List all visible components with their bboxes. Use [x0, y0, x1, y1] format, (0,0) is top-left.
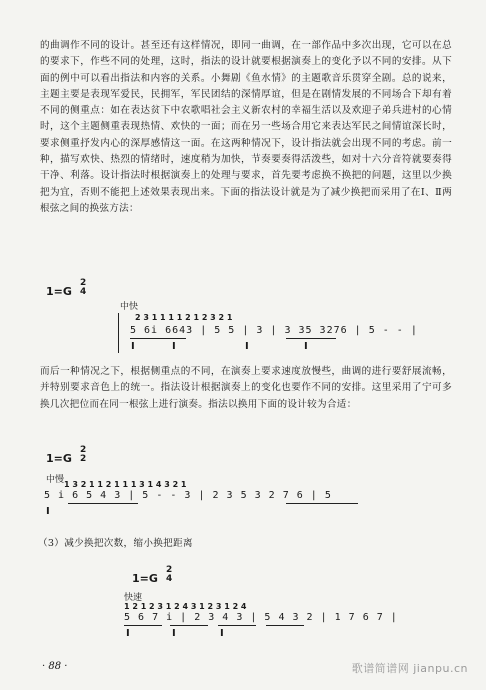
body-paragraph-1: 的曲调作不同的设计。甚至还有这样情况，即同一曲调，在一部作品中多次出现，它可以在总的要求下，作些不同的处理，这时，指法的设计就要根据演奏上的变化予以不同的安排。从下面的例中可以看出指法和内容的关系。小舞剧《鱼水情》的主题歌音乐贯穿全剧。总的说来，主题主要是表现军爱民，民拥军，军民团结的深情厚谊，但是在剧情发展的不同场合下却有着不同的侧重点：如在表达贫下中农歌唱社会主义新农村的幸福生活以及欢迎子弟兵进村的心情时，这个主题侧重表现热情、欢快的一面；而在另一些场合用它来表达军民之间情谊深长时，要求侧重抒发内心的深厚感情这一面。在这两种情况下，设计指法就会出现不同的考虑。前一种，描写欢快、热烈的情绪时，速度稍为加快，节奏要奏得活泼些，如对十六分音符就要奏得干净、利落。设计指法时根据演奏上的处理与要求，首先要考虑换不换把的问题，这里以少换把为宜，否则不能把上述效果表现出来。下面的指法设计就是为了减少换把而采用了在Ⅰ、Ⅱ两根弦之间的换弦方法： — [40, 40, 452, 214]
fingering-row: 1 3 2 1 1 2 1 1 1 3 1 4 3 2 1 — [64, 480, 187, 489]
string-mark: I — [131, 341, 135, 352]
notes-row: 5 6i 6643 | 5 5 | 3 | 3 35 3276 | 5 - - | — [130, 325, 418, 336]
score-example-2 — [40, 445, 452, 522]
underline — [286, 338, 336, 339]
notes-row: 5 6 7 i | 2 3 4 3 | 5 4 3 2 | 1 7 6 7 | — [124, 612, 398, 623]
string-mark: I — [245, 341, 249, 352]
string-mark: I — [172, 628, 176, 639]
score-example-1 — [40, 278, 452, 360]
time-signature: 2 2 — [80, 445, 87, 464]
score-example-3 — [40, 565, 452, 642]
tempo-marking: 快速 — [124, 593, 143, 603]
string-mark: I — [46, 506, 50, 517]
string-mark: I — [172, 341, 176, 352]
string-mark: I — [220, 628, 224, 639]
fingering-row: 1 2 1 2 3 1 2 4 3 1 2 3 1 2 4 — [124, 602, 247, 611]
underline — [130, 338, 186, 339]
underline — [266, 625, 304, 626]
key-signature: 1=G — [46, 285, 72, 298]
tempo-marking: 中快 — [120, 302, 139, 312]
tempo-marking: 中慢 — [46, 475, 65, 485]
key-signature: 1=G — [46, 452, 72, 465]
string-mark: I — [304, 341, 308, 352]
underline — [286, 503, 358, 504]
body-paragraph-2: 而后一种情况之下，根据侧重点的不同，在演奏上要求速度放慢些，曲调的进行要舒展流畅，并特别要求音色上的统一。指法设计根据演奏上的变化也要作不同的安排。这里采用了宁可多换几次把位而在同一根弦上进行演奏。指法以换用下面的设计较为合适： — [40, 366, 452, 410]
underline — [68, 503, 138, 504]
barline — [118, 313, 119, 353]
string-mark: I — [126, 628, 130, 639]
underline — [124, 625, 162, 626]
key-signature: 1=G — [132, 572, 158, 585]
underline — [218, 625, 256, 626]
page-number: · 88 · — [42, 661, 68, 672]
site-watermark: 歌谱简谱网 jianpu.cn — [351, 662, 468, 675]
notes-row: 5 i 6 5 4 3 | 5 - - 3 | 2 3 5 3 2 7 6 | 5 — [44, 490, 332, 501]
time-signature: 2 4 — [166, 565, 173, 584]
underline — [170, 625, 208, 626]
section-heading: （3）减少换把次数，缩小换把距离 — [38, 538, 193, 549]
fingering-row: 2 3 1 1 1 1 2 1 2 3 2 1 — [135, 313, 233, 322]
time-signature: 2 4 — [80, 278, 87, 297]
